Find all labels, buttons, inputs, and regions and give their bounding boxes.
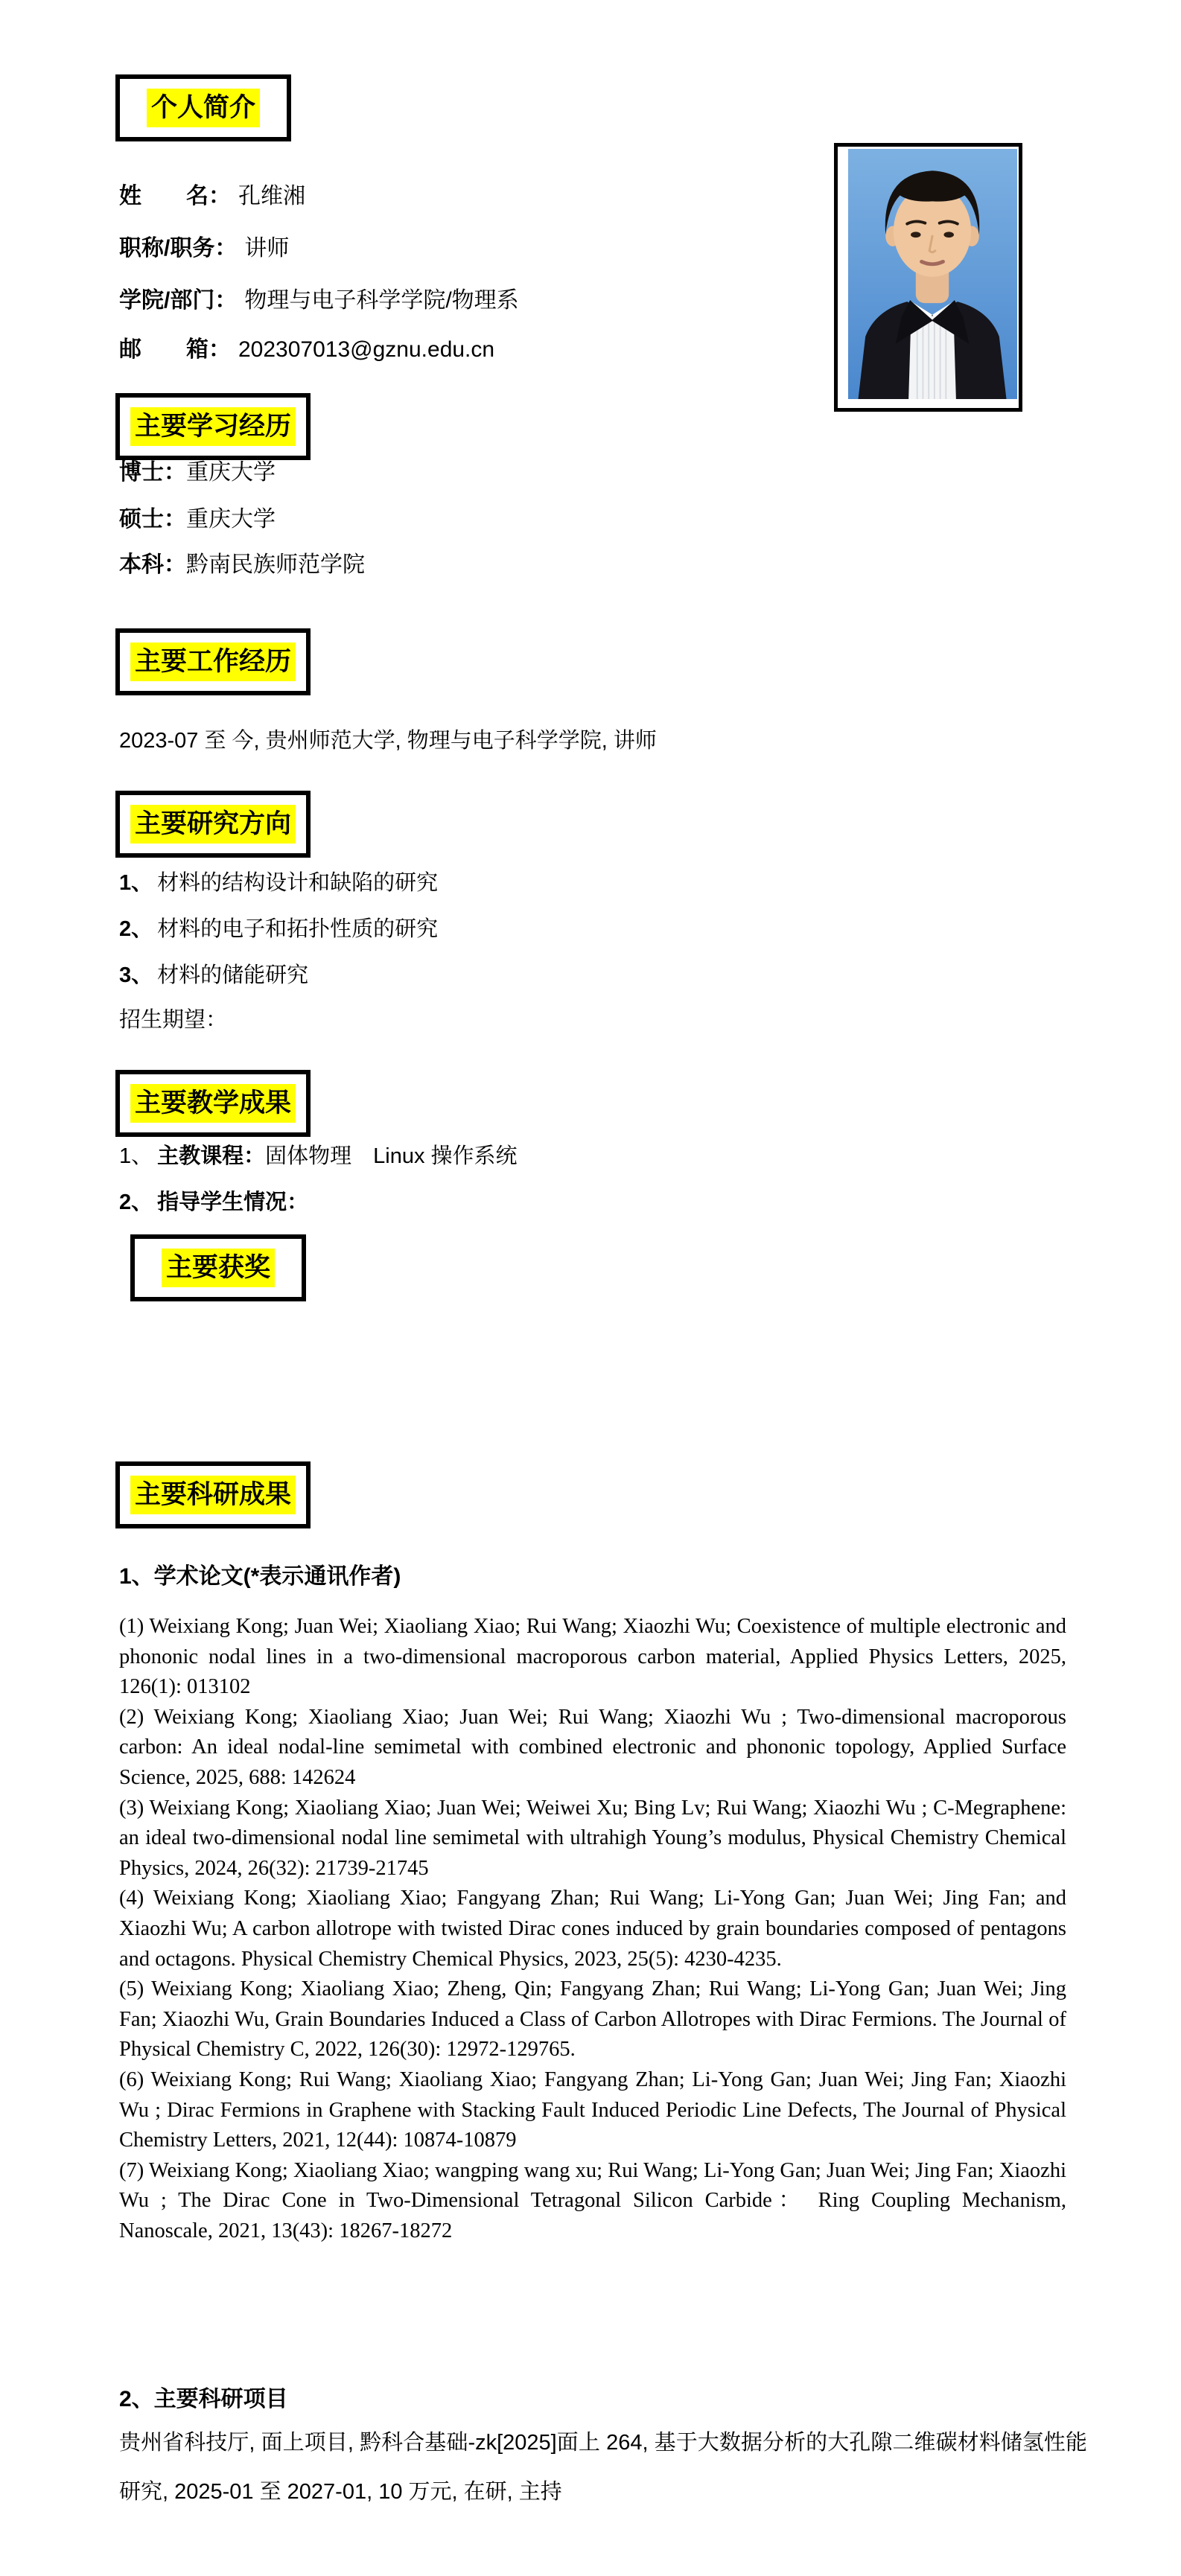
profile-photo xyxy=(848,149,1017,399)
department-field-row: 学院/部门： 物理与电子科学学院/物理系 xyxy=(119,288,519,313)
section-title-work: 主要工作经历 xyxy=(130,643,296,681)
teaching-students-row: 2、 指导学生情况： xyxy=(119,1190,309,1214)
title-field-row: 职称/职务： 讲师 xyxy=(119,236,290,261)
paper-item-5: (5) Weixiang Kong; Xiaoliang Xiao; Zheng, Qin; Fangyang Zhan; Rui Wang; Li-Yong Gan; Juan Wei; Jing Fan; Xiaozhi Wu, Grain Boundaries Induced a Class of Carbon Allotropes with Dirac Fermions. The Journal of Physical Chemistry C, 2022, 126(30): 12972-129765. xyxy=(119,1977,1066,2062)
paper-item-6: (6) Weixiang Kong; Rui Wang; Xiaoliang Xiao; Fangyang Zhan; Li-Yong Gan; Juan Wei; Jing Fan; Xiaozhi Wu ; Dirac Fermions in Graphene with Stacking Fault Induced Periodic Line Defects, The Journal of Physical Chemistry Letters, 2021, 12(44): 10874-10879 xyxy=(119,2068,1066,2152)
email-field-row: 邮 箱： 202307013@gznu.edu.cn xyxy=(119,337,495,362)
email-label: 邮 箱 xyxy=(119,337,208,362)
section-box-education xyxy=(115,393,311,460)
section-box-research xyxy=(115,791,311,858)
title-value: 讲师 xyxy=(244,236,290,261)
email-value: 202307013@gznu.edu.cn xyxy=(238,337,495,362)
profile-photo-frame xyxy=(834,143,1022,412)
section-box-profile xyxy=(115,74,291,141)
department-label: 学院/部门 xyxy=(119,288,215,313)
teaching-courses-row: 1、 主教课程：固体物理 Linux 操作系统 xyxy=(119,1144,518,1168)
projects-heading: 2、主要科研项目 xyxy=(119,2387,288,2411)
section-title-research: 主要研究方向 xyxy=(130,805,296,844)
research-item-2: 2、 材料的电子和拓扑性质的研究 xyxy=(119,917,439,941)
papers-list xyxy=(119,1612,1066,2246)
section-box-achievements xyxy=(115,1461,311,1528)
education-bachelor-row: 本科：黔南民族师范学院 xyxy=(119,552,365,577)
paper-item-3: (3) Weixiang Kong; Xiaoliang Xiao; Juan Wei; Weiwei Xu; Bing Lv; Rui Wang; Xiaozhi Wu ; C-Megraphene: an ideal two-dimensional nodal line semimetal with ultrahigh Young’s modulus, Physical Chemistry Chemical Physics, 2024, 26(32): 21739-21745 xyxy=(119,1796,1066,1880)
name-value: 孔维湘 xyxy=(238,184,305,208)
title-label: 职称/职务 xyxy=(119,236,215,261)
section-title-achievements: 主要科研成果 xyxy=(130,1476,296,1514)
project-entry: 贵州省科技厅, 面上项目, 黔科合基础-zk[2025]面上 264, 基于大数据分析的大孔隙二维碳材料储氢性能研究, 2025-01 至 2027-01, 10 万元, 在研, 主持 xyxy=(119,2431,1087,2504)
section-box-awards xyxy=(130,1234,306,1301)
paper-item-4: (4) Weixiang Kong; Xiaoliang Xiao; Fangyang Zhan; Rui Wang; Li-Yong Gan; Juan Wei; Jing Fan; and Xiaozhi Wu; A carbon allotrope with twisted Dirac cones induced by grain boundaries composed of pentagons and octagons. Physical Chemistry Chemical Physics, 2023, 25(5): 4230-4235. xyxy=(119,1887,1066,1971)
education-master-row: 硕士：重庆大学 xyxy=(119,507,276,532)
paper-item-2: (2) Weixiang Kong; Xiaoliang Xiao; Juan Wei; Rui Wang; Xiaozhi Wu ; Two-dimensional macroporous carbon: An ideal nodal-line semimetal with combined electronic and phononic topology, Applied Surface Science, 2025, 688: 142624 xyxy=(119,1705,1066,1789)
section-title-education: 主要学习经历 xyxy=(130,407,296,446)
section-title-teaching: 主要教学成果 xyxy=(130,1084,296,1123)
research-item-1: 1、 材料的结构设计和缺陷的研究 xyxy=(119,871,439,895)
section-box-work xyxy=(115,628,311,695)
section-box-teaching xyxy=(115,1070,311,1137)
paper-item-7: (7) Weixiang Kong; Xiaoliang Xiao; wangping wang xu; Rui Wang; Li-Yong Gan; Juan Wei; Jing Fan; Xiaozhi Wu ; The Dirac Cone in Two-Dimensional Tetragonal Silicon Carbide： Ring Coupling Mechanism, Nanoscale, 2021, 13(43): 18267-18272 xyxy=(119,2158,1066,2242)
admission-note-row: 招生期望： xyxy=(119,1008,228,1032)
research-item-3: 3、 材料的储能研究 xyxy=(119,963,309,987)
department-value: 物理与电子科学学院/物理系 xyxy=(244,288,519,313)
section-title-awards: 主要获奖 xyxy=(162,1249,275,1287)
paper-item-1: (1) Weixiang Kong; Juan Wei; Xiaoliang Xiao; Rui Wang; Xiaozhi Wu; Coexistence of multiple electronic and phononic nodal lines in a two-dimensional macroporous carbon material, Applied Physics Letters, 2025, 126(1): 013102 xyxy=(119,1615,1066,1699)
papers-heading: 1、学术论文(*表示通讯作者) xyxy=(119,1564,401,1589)
education-phd-row: 博士：重庆大学 xyxy=(119,460,276,485)
work-entry-row: 2023-07 至 今, 贵州师范大学, 物理与电子科学学院, 讲师 xyxy=(119,729,657,753)
name-label: 姓 名 xyxy=(119,184,208,208)
section-title-profile: 个人简介 xyxy=(147,89,260,127)
name-field-row: 姓 名： 孔维湘 xyxy=(119,184,305,208)
